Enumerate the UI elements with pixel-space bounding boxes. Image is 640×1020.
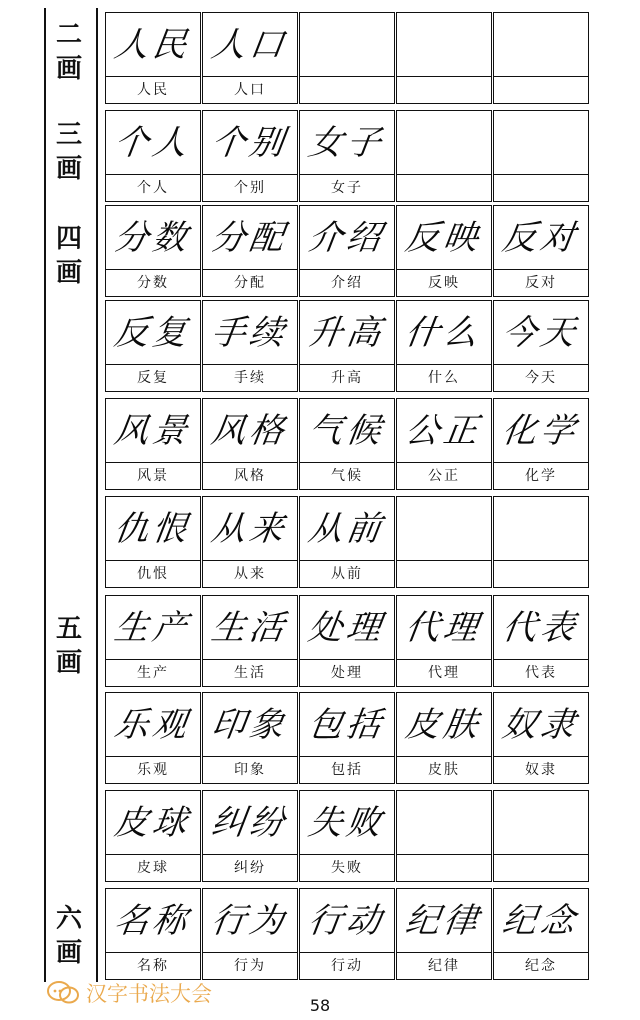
printed-word <box>397 76 491 103</box>
handwritten-word: 公正 <box>402 411 485 451</box>
handwritten-word: 分配 <box>208 218 291 258</box>
practice-cell <box>105 692 201 784</box>
printed-word: 化学 <box>494 462 588 489</box>
handwritten-word: 失败 <box>305 803 388 843</box>
handwritten-word: 皮肤 <box>402 705 485 745</box>
printed-word: 皮肤 <box>397 756 491 783</box>
empty-practice-cell <box>396 12 492 104</box>
practice-cell <box>299 205 395 297</box>
printed-word <box>494 854 588 881</box>
handwritten-word: 生活 <box>208 608 291 648</box>
printed-word <box>397 854 491 881</box>
printed-word <box>300 76 394 103</box>
practice-cell <box>396 300 492 392</box>
handwritten-word: 个别 <box>208 123 291 163</box>
practice-cell <box>493 205 589 297</box>
practice-cell <box>105 205 201 297</box>
printed-word: 反映 <box>397 269 491 296</box>
practice-cell <box>202 12 298 104</box>
practice-cell <box>396 888 492 980</box>
printed-word: 风景 <box>106 462 200 489</box>
handwritten-word: 处理 <box>305 608 388 648</box>
practice-cell <box>396 205 492 297</box>
practice-cell <box>493 595 589 687</box>
handwritten-word: 今天 <box>499 313 582 353</box>
handwritten-word: 人口 <box>208 25 291 65</box>
handwritten-word: 风格 <box>208 411 291 451</box>
handwritten-word: 分数 <box>111 218 194 258</box>
empty-practice-cell <box>396 110 492 202</box>
grid-row <box>103 595 603 687</box>
grid-row <box>103 398 603 490</box>
handwritten-word: 化学 <box>499 411 582 451</box>
printed-word: 纠纷 <box>203 854 297 881</box>
empty-practice-cell <box>493 790 589 882</box>
practice-cell <box>202 110 298 202</box>
printed-word: 纪律 <box>397 952 491 979</box>
practice-cell <box>396 398 492 490</box>
practice-cell <box>105 12 201 104</box>
handwritten-word: 从前 <box>305 509 388 549</box>
printed-word <box>397 174 491 201</box>
handwritten-word: 代表 <box>499 608 582 648</box>
handwritten-word: 乐观 <box>111 705 194 745</box>
printed-word: 介绍 <box>300 269 394 296</box>
empty-practice-cell <box>396 496 492 588</box>
practice-cell <box>202 398 298 490</box>
printed-word <box>494 560 588 587</box>
printed-word <box>494 76 588 103</box>
practice-cell <box>493 398 589 490</box>
empty-practice-cell <box>396 790 492 882</box>
practice-cell <box>299 496 395 588</box>
practice-cell <box>493 300 589 392</box>
printed-word: 反复 <box>106 364 200 391</box>
handwritten-word: 奴隶 <box>499 705 582 745</box>
printed-word: 分配 <box>203 269 297 296</box>
handwritten-word: 女子 <box>305 123 388 163</box>
practice-cell <box>202 888 298 980</box>
practice-cell <box>493 888 589 980</box>
printed-word: 从前 <box>300 560 394 587</box>
grid-row <box>103 300 603 392</box>
empty-practice-cell <box>493 12 589 104</box>
handwritten-word: 介绍 <box>305 218 388 258</box>
empty-practice-cell <box>493 496 589 588</box>
grid-left-rule <box>96 8 98 982</box>
grid-row <box>103 110 603 202</box>
handwritten-word: 名称 <box>111 901 194 941</box>
handwritten-word: 从来 <box>208 509 291 549</box>
handwritten-word: 生产 <box>111 608 194 648</box>
handwritten-word: 反映 <box>402 218 485 258</box>
practice-cell <box>396 692 492 784</box>
printed-word: 代理 <box>397 659 491 686</box>
section-label-6-strokes: 六 画 <box>55 904 82 968</box>
printed-word: 包括 <box>300 756 394 783</box>
printed-word: 分数 <box>106 269 200 296</box>
empty-practice-cell <box>493 110 589 202</box>
practice-cell <box>105 888 201 980</box>
printed-word: 生活 <box>203 659 297 686</box>
practice-cell <box>396 595 492 687</box>
practice-cell <box>202 595 298 687</box>
practice-cell <box>202 205 298 297</box>
practice-cell <box>105 496 201 588</box>
handwritten-word: 代理 <box>402 608 485 648</box>
grid-row <box>103 496 603 588</box>
printed-word: 仇恨 <box>106 560 200 587</box>
printed-word: 处理 <box>300 659 394 686</box>
handwritten-word: 仇恨 <box>111 509 194 549</box>
printed-word: 人口 <box>203 76 297 103</box>
printed-word: 今天 <box>494 364 588 391</box>
practice-cell <box>105 300 201 392</box>
practice-cell <box>299 692 395 784</box>
printed-word: 乐观 <box>106 756 200 783</box>
printed-word: 个人 <box>106 174 200 201</box>
watermark-text: 汉字书法大会 <box>86 982 212 1006</box>
grid-row <box>103 692 603 784</box>
handwritten-word: 人民 <box>111 25 194 65</box>
handwritten-word: 行为 <box>208 901 291 941</box>
practice-cell <box>299 110 395 202</box>
practice-cell <box>299 595 395 687</box>
grid-row <box>103 790 603 882</box>
printed-word: 人民 <box>106 76 200 103</box>
practice-cell <box>202 300 298 392</box>
printed-word: 奴隶 <box>494 756 588 783</box>
handwritten-word: 行动 <box>305 901 388 941</box>
practice-cell <box>202 496 298 588</box>
handwritten-word: 反复 <box>111 313 194 353</box>
printed-word: 风格 <box>203 462 297 489</box>
practice-cell <box>299 398 395 490</box>
practice-cell <box>202 790 298 882</box>
grid-row <box>103 888 603 980</box>
section-label-4-strokes: 四 画 <box>55 224 82 288</box>
printed-word: 行为 <box>203 952 297 979</box>
section-label-3-strokes: 三 画 <box>55 120 82 184</box>
page-number: 58 <box>309 996 331 1015</box>
printed-word: 印象 <box>203 756 297 783</box>
practice-cell <box>105 398 201 490</box>
printed-word: 皮球 <box>106 854 200 881</box>
handwritten-word: 纪念 <box>499 901 582 941</box>
printed-word: 什么 <box>397 364 491 391</box>
handwritten-word: 反对 <box>499 218 582 258</box>
handwritten-word: 什么 <box>402 313 485 353</box>
handwritten-word: 包括 <box>305 705 388 745</box>
empty-practice-cell <box>299 12 395 104</box>
printed-word: 升高 <box>300 364 394 391</box>
printed-word: 从来 <box>203 560 297 587</box>
section-label-2-strokes: 二 画 <box>55 20 82 84</box>
printed-word: 失败 <box>300 854 394 881</box>
printed-word: 纪念 <box>494 952 588 979</box>
left-frame-line <box>44 8 46 982</box>
practice-cell <box>299 790 395 882</box>
handwritten-word: 皮球 <box>111 803 194 843</box>
practice-cell <box>105 790 201 882</box>
grid-row <box>103 205 603 297</box>
printed-word: 女子 <box>300 174 394 201</box>
practice-cell <box>493 692 589 784</box>
handwritten-word: 风景 <box>111 411 194 451</box>
printed-word: 气候 <box>300 462 394 489</box>
printed-word: 生产 <box>106 659 200 686</box>
practice-cell <box>105 595 201 687</box>
printed-word <box>397 560 491 587</box>
section-label-5-strokes: 五 画 <box>55 614 82 678</box>
handwritten-word: 手续 <box>208 313 291 353</box>
practice-cell <box>105 110 201 202</box>
printed-word: 行动 <box>300 952 394 979</box>
grid-row <box>103 12 603 104</box>
handwritten-word: 升高 <box>305 313 388 353</box>
printed-word: 反对 <box>494 269 588 296</box>
printed-word <box>494 174 588 201</box>
handwritten-word: 印象 <box>208 705 291 745</box>
practice-cell <box>202 692 298 784</box>
printed-word: 名称 <box>106 952 200 979</box>
practice-cell <box>299 888 395 980</box>
printed-word: 个别 <box>203 174 297 201</box>
handwritten-word: 个人 <box>111 123 194 163</box>
printed-word: 代表 <box>494 659 588 686</box>
practice-cell <box>299 300 395 392</box>
printed-word: 公正 <box>397 462 491 489</box>
handwritten-word: 纪律 <box>402 901 485 941</box>
handwritten-word: 气候 <box>305 411 388 451</box>
handwritten-word: 纠纷 <box>208 803 291 843</box>
printed-word: 手续 <box>203 364 297 391</box>
